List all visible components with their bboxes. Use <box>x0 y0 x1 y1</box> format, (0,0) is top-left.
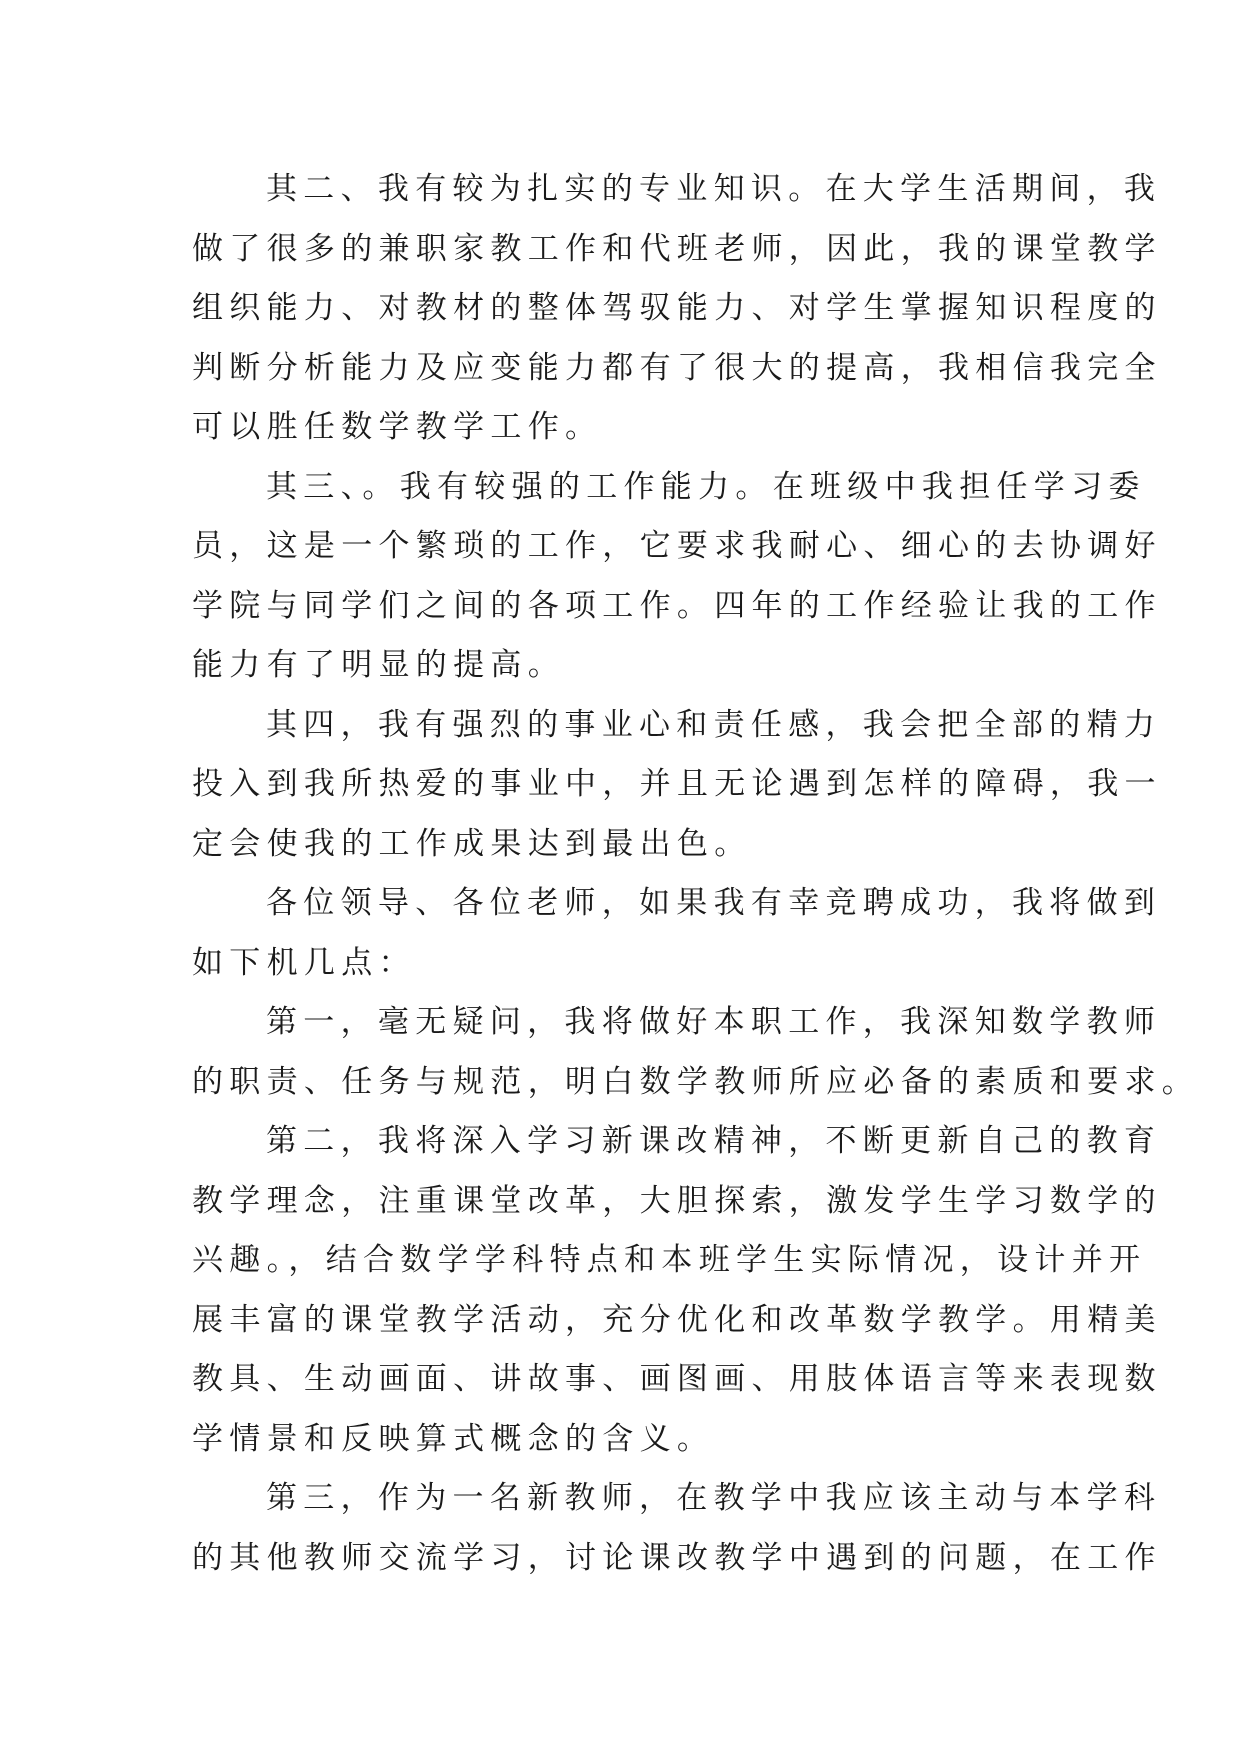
text-line: 教具、生动画面、讲故事、画图画、用肢体语言等来表现数 <box>192 1361 1162 1397</box>
text-line: 的其他教师交流学习，讨论课改教学中遇到的问题，在工作 <box>192 1539 1162 1576</box>
paragraph-second-point <box>192 1112 1162 1469</box>
text-line: 判断分析能力及应变能力都有了很大的提高，我相信我完全 <box>192 349 1162 386</box>
text-line: 其二、我有较为扎实的专业知识。在大学生活期间，我 <box>266 171 1162 207</box>
text-line: 学情景和反映算式概念的含义。 <box>192 1420 715 1457</box>
text-line: 能力有了明显的提高。 <box>192 647 565 683</box>
text-line: 各位领导、各位老师，如果我有幸竞聘成功，我将做到 <box>266 885 1162 921</box>
text-line: 展丰富的课堂教学活动，充分优化和改革数学教学。用精美 <box>192 1301 1162 1338</box>
text-line: 员，这是一个繁琐的工作，它要求我耐心、细心的去协调好 <box>192 528 1162 564</box>
text-line: 组织能力、对教材的整体驾驭能力、对学生掌握知识程度的 <box>192 290 1162 326</box>
paragraph-2 <box>192 160 1162 458</box>
paragraph-4 <box>192 696 1162 875</box>
text-line: 定会使我的工作成果达到最出色。 <box>192 825 752 862</box>
paragraph-3 <box>192 458 1162 696</box>
text-line: 兴趣。，结合数学学科特点和本班学生实际情况，设计并开 <box>192 1242 1147 1278</box>
text-line: 的职责、任务与规范，明白数学教师所应必备的素质和要求。 <box>192 1063 1200 1100</box>
text-line: 其三、。我有较强的工作能力。在班级中我担任学习委 <box>266 468 1146 505</box>
paragraph-address <box>192 874 1162 993</box>
text-line: 教学理念，注重课堂改革，大胆探索，激发学生学习数学的 <box>192 1182 1162 1219</box>
text-line: 第三，作为一名新教师，在教学中我应该主动与本学科 <box>266 1480 1162 1516</box>
document-body <box>192 160 1200 1588</box>
text-line: 第一，毫无疑问，我将做好本职工作，我深知数学教师 <box>266 1004 1162 1040</box>
text-line: 第二，我将深入学习新课改精神，不断更新自己的教育 <box>266 1123 1162 1159</box>
paragraph-first-point <box>192 993 1200 1112</box>
text-line: 学院与同学们之间的各项工作。四年的工作经验让我的工作 <box>192 587 1162 624</box>
paragraph-third-point <box>192 1469 1162 1588</box>
text-line: 其四，我有强烈的事业心和责任感，我会把全部的精力 <box>266 706 1162 743</box>
text-line: 投入到我所热爱的事业中，并且无论遇到怎样的障碍，我一 <box>192 766 1162 802</box>
text-line: 如下机几点： <box>192 944 416 981</box>
text-line: 做了很多的兼职家教工作和代班老师，因此，我的课堂教学 <box>192 230 1162 267</box>
text-line: 可以胜任数学教学工作。 <box>192 409 603 445</box>
